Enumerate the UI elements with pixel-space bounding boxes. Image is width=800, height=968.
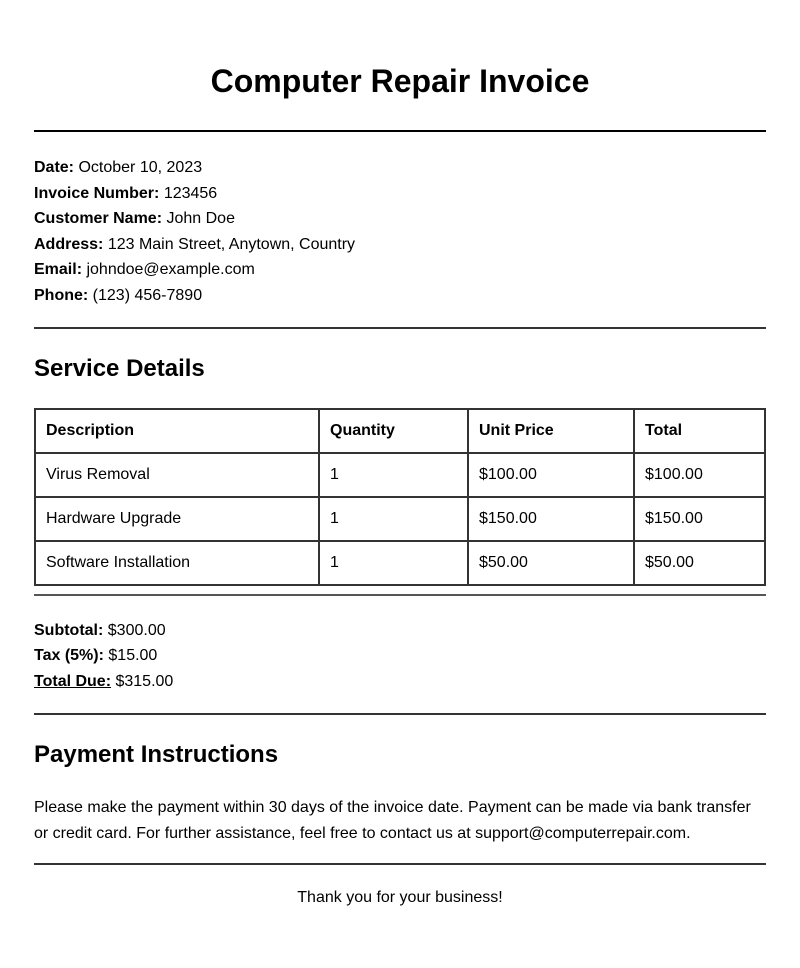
cell-unit-price: $100.00 [468, 453, 634, 497]
column-header-description: Description [35, 409, 319, 453]
subtotal-label: Subtotal: [34, 621, 104, 639]
divider [34, 130, 766, 132]
column-header-unit-price: Unit Price [468, 409, 634, 453]
invoice-summary [34, 618, 766, 695]
email-row [34, 257, 766, 283]
date-row [34, 155, 766, 181]
email-label: Email: [34, 261, 83, 279]
table-row [35, 541, 765, 585]
cell-total: $100.00 [634, 453, 765, 497]
tax-label: Tax (5%): [34, 647, 104, 665]
divider [34, 594, 766, 596]
email-value: johndoe@example.com [86, 261, 255, 279]
invoice-number-label: Invoice Number: [34, 184, 160, 202]
cell-quantity: 1 [319, 541, 468, 585]
page-title: Computer Repair Invoice [210, 63, 590, 99]
customer-name-label: Customer Name: [34, 210, 163, 228]
phone-value: (123) 456-7890 [92, 286, 203, 304]
divider [34, 863, 766, 865]
date-label: Date: [34, 159, 75, 176]
address-label: Address: [34, 235, 104, 253]
cell-quantity: 1 [319, 497, 468, 541]
table-header-row [35, 409, 765, 453]
table-row [35, 497, 765, 541]
tax-row [34, 643, 766, 669]
subtotal-row [34, 618, 766, 644]
column-header-quantity: Quantity [319, 409, 468, 453]
service-table [34, 408, 766, 586]
column-header-total: Total [634, 409, 765, 453]
table-row [35, 453, 765, 497]
thank-you-message: Thank you for your business! [297, 888, 503, 906]
cell-description: Software Installation [35, 541, 319, 585]
invoice-number-value: 123456 [163, 184, 218, 202]
phone-label: Phone: [34, 286, 89, 304]
invoice-number-row [34, 181, 766, 207]
cell-description: Hardware Upgrade [35, 497, 319, 541]
phone-row [34, 283, 766, 309]
service-details-heading: Service Details [34, 354, 205, 382]
invoice-info [34, 155, 766, 309]
date-value: October 10, 2023 [78, 159, 203, 176]
divider [34, 327, 766, 329]
total-due-value: $315.00 [115, 672, 174, 690]
invoice-page [34, 0, 766, 907]
cell-description: Virus Removal [35, 453, 319, 497]
address-value: 123 Main Street, Anytown, Country [107, 235, 356, 253]
cell-total: $150.00 [634, 497, 765, 541]
divider [34, 713, 766, 715]
payment-instructions-text: Please make the payment within 30 days of the invoice date. Payment can be made via bank transfer or credit card. For further assistance, feel free to contact us at support@computerrepair.com. [34, 799, 751, 842]
tax-value: $15.00 [108, 647, 158, 665]
customer-name-value: John Doe [166, 210, 235, 228]
cell-quantity: 1 [319, 453, 468, 497]
total-due-label: Total Due: [34, 672, 112, 690]
cell-unit-price: $150.00 [468, 497, 634, 541]
payment-instructions-heading: Payment Instructions [34, 741, 279, 769]
total-due-row [34, 669, 766, 695]
subtotal-value: $300.00 [107, 621, 166, 639]
address-row [34, 232, 766, 258]
customer-name-row [34, 206, 766, 232]
cell-unit-price: $50.00 [468, 541, 634, 585]
cell-total: $50.00 [634, 541, 765, 585]
